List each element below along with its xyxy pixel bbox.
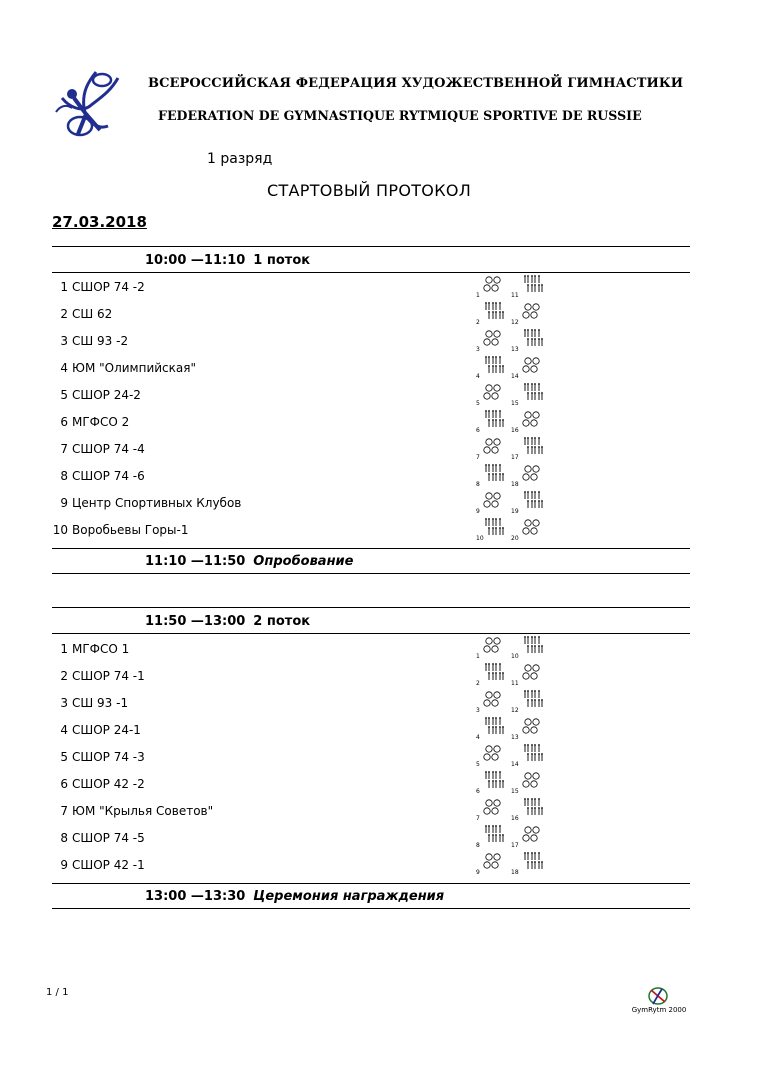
apparatus-formation-icon bbox=[476, 633, 556, 660]
start-list-row: 2 СШ 62 bbox=[60, 307, 113, 321]
federation-name-fr: FEDERATION DE GYMNASTIQUE RYTMIQUE SPORTIVE DE RUSSIE bbox=[158, 108, 642, 123]
apparatus-formation-icon bbox=[476, 434, 556, 461]
break-time: 11:10 —11:50 bbox=[145, 554, 246, 569]
svg-text:17: 17 bbox=[511, 842, 519, 849]
category-label: 1 разряд bbox=[207, 151, 273, 167]
svg-text:12: 12 bbox=[511, 319, 519, 326]
divider bbox=[52, 573, 690, 574]
apparatus-formation-icon bbox=[476, 326, 556, 353]
break-label: Церемония награждения bbox=[253, 889, 445, 904]
team-name: Центр Спортивных Клубов bbox=[72, 496, 242, 510]
svg-text:7: 7 bbox=[476, 454, 480, 461]
divider bbox=[52, 272, 690, 273]
svg-text:20: 20 bbox=[511, 535, 519, 542]
svg-text:14: 14 bbox=[511, 761, 519, 768]
divider bbox=[52, 246, 690, 247]
svg-text:8: 8 bbox=[476, 481, 480, 488]
team-name: СШОР 42 -1 bbox=[72, 858, 145, 872]
svg-text:14: 14 bbox=[511, 373, 519, 380]
federation-name-ru: ВСЕРОССИЙСКАЯ ФЕДЕРАЦИЯ ХУДОЖЕСТВЕННОЙ ГИМНАСТИКИ bbox=[148, 76, 684, 91]
svg-text:8: 8 bbox=[476, 842, 480, 849]
svg-text:10: 10 bbox=[511, 653, 519, 660]
apparatus-formation-icon bbox=[476, 822, 556, 849]
svg-text:3: 3 bbox=[476, 346, 480, 353]
break-time: 13:00 —13:30 bbox=[145, 889, 246, 904]
svg-text:6: 6 bbox=[476, 788, 480, 795]
session-name: 1 поток bbox=[253, 253, 311, 268]
svg-text:5: 5 bbox=[476, 761, 480, 768]
apparatus-formation-icon bbox=[476, 353, 556, 380]
svg-text:16: 16 bbox=[511, 427, 519, 434]
svg-text:12: 12 bbox=[511, 707, 519, 714]
team-name: СШОР 74 -2 bbox=[72, 280, 145, 294]
session-name: 2 поток bbox=[253, 614, 311, 629]
start-list-row: 1 СШОР 74 -2 bbox=[60, 280, 145, 294]
svg-text:5: 5 bbox=[476, 400, 480, 407]
svg-text:2: 2 bbox=[476, 680, 480, 687]
svg-text:18: 18 bbox=[511, 869, 519, 876]
divider bbox=[52, 908, 690, 909]
svg-text:19: 19 bbox=[511, 508, 519, 515]
start-list-row: 8 СШОР 74 -5 bbox=[60, 831, 145, 845]
start-list-row: 5 СШОР 74 -3 bbox=[60, 750, 145, 764]
svg-text:7: 7 bbox=[476, 815, 480, 822]
team-name: СШОР 42 -2 bbox=[72, 777, 145, 791]
team-name: СШ 62 bbox=[72, 307, 113, 321]
team-name: ЮМ "Крылья Советов" bbox=[72, 804, 214, 818]
svg-text:15: 15 bbox=[511, 400, 519, 407]
break-label: Опробование bbox=[253, 554, 354, 569]
team-name: СШОР 24-2 bbox=[72, 388, 141, 402]
team-name: СШ 93 -1 bbox=[72, 696, 129, 710]
team-name: СШОР 74 -5 bbox=[72, 831, 145, 845]
session-header bbox=[145, 614, 310, 629]
apparatus-formation-icon bbox=[476, 461, 556, 488]
start-list-row: 4 ЮМ "Олимпийская" bbox=[60, 361, 196, 375]
svg-text:9: 9 bbox=[476, 869, 480, 876]
apparatus-formation-icon bbox=[476, 714, 556, 741]
team-name: СШОР 74 -1 bbox=[72, 669, 145, 683]
gymrytm-logo bbox=[628, 985, 690, 1017]
svg-text:3: 3 bbox=[476, 707, 480, 714]
svg-text:13: 13 bbox=[511, 734, 519, 741]
svg-text:18: 18 bbox=[511, 481, 519, 488]
team-name: Воробьевы Горы-1 bbox=[72, 523, 189, 537]
svg-text:11: 11 bbox=[511, 292, 519, 299]
apparatus-formation-icon bbox=[476, 407, 556, 434]
break-header bbox=[145, 554, 353, 569]
competition-date: 27.03.2018 bbox=[52, 213, 147, 231]
start-list-row: 2 СШОР 74 -1 bbox=[60, 669, 145, 683]
team-name: ЮМ "Олимпийская" bbox=[72, 361, 196, 375]
apparatus-formation-icon bbox=[476, 795, 556, 822]
start-list-row: 5 СШОР 24-2 bbox=[60, 388, 141, 402]
svg-text:15: 15 bbox=[511, 788, 519, 795]
start-list-row: 6 МГФСО 2 bbox=[60, 415, 130, 429]
svg-text:17: 17 bbox=[511, 454, 519, 461]
start-list-row: 9 СШОР 42 -1 bbox=[60, 858, 145, 872]
team-name: МГФСО 1 bbox=[72, 642, 130, 656]
start-list-row: 8 СШОР 74 -6 bbox=[60, 469, 145, 483]
svg-text:11: 11 bbox=[511, 680, 519, 687]
document-title: СТАРТОВЫЙ ПРОТОКОЛ bbox=[267, 181, 472, 200]
svg-text:6: 6 bbox=[476, 427, 480, 434]
apparatus-formation-icon bbox=[476, 299, 556, 326]
svg-text:2: 2 bbox=[476, 319, 480, 326]
apparatus-formation-icon bbox=[476, 380, 556, 407]
team-name: СШОР 24-1 bbox=[72, 723, 141, 737]
apparatus-formation-icon bbox=[476, 687, 556, 714]
divider bbox=[52, 883, 690, 884]
apparatus-formation-icon bbox=[476, 768, 556, 795]
apparatus-formation-icon bbox=[476, 488, 556, 515]
team-name: СШ 93 -2 bbox=[72, 334, 129, 348]
start-list-row: 9 Центр Спортивных Клубов bbox=[60, 496, 242, 510]
divider bbox=[52, 548, 690, 549]
svg-text:13: 13 bbox=[511, 346, 519, 353]
start-list-row: 7 ЮМ "Крылья Советов" bbox=[60, 804, 214, 818]
apparatus-formation-icon bbox=[476, 849, 556, 876]
page-number: 1 / 1 bbox=[46, 987, 69, 998]
apparatus-formation-icon bbox=[476, 272, 556, 299]
team-name: СШОР 74 -4 bbox=[72, 442, 145, 456]
svg-text:4: 4 bbox=[476, 373, 480, 380]
software-name: GymRytm 2000 bbox=[631, 1006, 687, 1014]
svg-text:9: 9 bbox=[476, 508, 480, 515]
team-name: СШОР 74 -3 bbox=[72, 750, 145, 764]
team-name: СШОР 74 -6 bbox=[72, 469, 145, 483]
apparatus-formation-icon bbox=[476, 741, 556, 768]
apparatus-formation-icon bbox=[476, 515, 556, 542]
team-name: МГФСО 2 bbox=[72, 415, 130, 429]
svg-text:10: 10 bbox=[476, 535, 484, 542]
break-header bbox=[145, 889, 444, 904]
svg-text:4: 4 bbox=[476, 734, 480, 741]
start-list-row: 4 СШОР 24-1 bbox=[60, 723, 141, 737]
start-list-row: 6 СШОР 42 -2 bbox=[60, 777, 145, 791]
start-list-row: 10 Воробьевы Горы-1 bbox=[52, 523, 189, 537]
divider bbox=[52, 633, 690, 634]
session-time: 10:00 —11:10 bbox=[145, 253, 246, 268]
svg-text:1: 1 bbox=[476, 292, 480, 299]
rhythmic-gymnast-logo-icon bbox=[52, 68, 122, 140]
start-list-row: 3 СШ 93 -2 bbox=[60, 334, 129, 348]
start-list-row: 7 СШОР 74 -4 bbox=[60, 442, 145, 456]
session-time: 11:50 —13:00 bbox=[145, 614, 246, 629]
apparatus-formation-icon bbox=[476, 660, 556, 687]
svg-text:1: 1 bbox=[476, 653, 480, 660]
session-header bbox=[145, 253, 310, 268]
start-list-row: 3 СШ 93 -1 bbox=[60, 696, 129, 710]
start-list-row: 1 МГФСО 1 bbox=[60, 642, 130, 656]
svg-text:16: 16 bbox=[511, 815, 519, 822]
divider bbox=[52, 607, 690, 608]
gymrytm-logo-icon bbox=[646, 985, 670, 1007]
